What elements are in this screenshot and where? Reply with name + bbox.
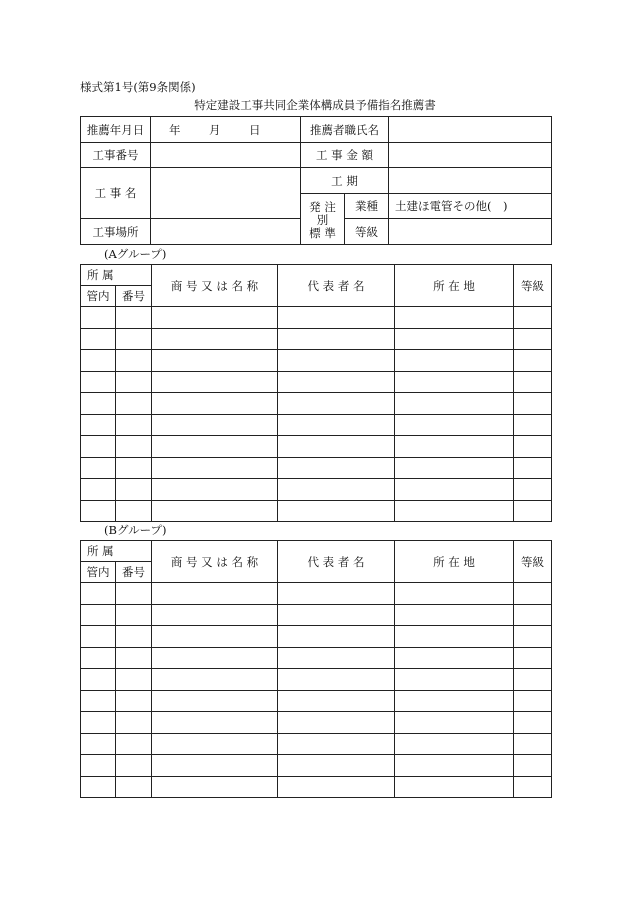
number-header: 番号 (116, 562, 152, 583)
business-name-cell[interactable] (152, 712, 278, 734)
jurisdiction-cell[interactable] (81, 776, 116, 798)
table-row (81, 583, 552, 605)
representative-cell[interactable] (278, 457, 395, 479)
jurisdiction-cell[interactable] (81, 307, 116, 329)
address-header: 所 在 地 (395, 541, 514, 583)
business-name-cell[interactable] (152, 307, 278, 329)
representative-cell[interactable] (278, 733, 395, 755)
representative-cell[interactable] (278, 604, 395, 626)
jurisdiction-cell[interactable] (81, 350, 116, 372)
table-row (81, 733, 552, 755)
representative-cell[interactable] (278, 350, 395, 372)
representative-cell[interactable] (278, 500, 395, 522)
table-row (81, 669, 552, 691)
table-row (81, 414, 552, 436)
grade-cell[interactable] (514, 350, 552, 372)
grade-cell[interactable] (514, 328, 552, 350)
project-number-field[interactable] (151, 143, 301, 168)
jurisdiction-cell[interactable] (81, 500, 116, 522)
table-row (81, 604, 552, 626)
business-name-cell[interactable] (152, 690, 278, 712)
address-cell[interactable] (395, 583, 514, 605)
number-header: 番号 (116, 286, 152, 307)
representative-cell[interactable] (278, 583, 395, 605)
address-cell[interactable] (395, 350, 514, 372)
business-name-cell[interactable] (152, 776, 278, 798)
recommender-field[interactable] (389, 117, 552, 143)
representative-cell[interactable] (278, 371, 395, 393)
address-cell[interactable] (395, 328, 514, 350)
number-cell[interactable] (116, 479, 152, 501)
project-name-label: 工 事 名 (81, 168, 151, 219)
affiliation-header (81, 541, 152, 562)
project-number-label: 工事番号 (81, 143, 151, 168)
table-row (81, 500, 552, 522)
grade-cell[interactable] (514, 669, 552, 691)
representative-cell[interactable] (278, 669, 395, 691)
grade-cell[interactable] (514, 690, 552, 712)
address-cell[interactable] (395, 755, 514, 777)
order-basis-label (301, 194, 345, 245)
table-row (81, 371, 552, 393)
jurisdiction-cell[interactable] (81, 733, 116, 755)
address-cell[interactable] (395, 604, 514, 626)
jurisdiction-cell[interactable] (81, 755, 116, 777)
table-row (81, 457, 552, 479)
address-cell[interactable] (395, 436, 514, 458)
business-name-cell[interactable] (152, 733, 278, 755)
business-name-cell[interactable] (152, 436, 278, 458)
jurisdiction-cell[interactable] (81, 690, 116, 712)
address-cell[interactable] (395, 669, 514, 691)
representative-header: 代 表 者 名 (278, 541, 395, 583)
number-cell[interactable] (116, 733, 152, 755)
address-cell[interactable] (395, 647, 514, 669)
number-cell[interactable] (116, 604, 152, 626)
month-label: 月 (209, 122, 221, 137)
representative-cell[interactable] (278, 393, 395, 415)
form-number: 様式第1号(第9条関係) (80, 80, 196, 94)
table-row (81, 776, 552, 798)
trade-type-field[interactable]: 土建ほ電管その他( ) (389, 194, 552, 219)
grade-label: 等級 (345, 219, 389, 245)
construction-period-field[interactable] (389, 168, 552, 194)
number-cell[interactable] (116, 583, 152, 605)
business-name-cell[interactable] (152, 755, 278, 777)
address-cell[interactable] (395, 371, 514, 393)
form-title: 特定建設工事共同企業体構成員予備指名推薦書 (194, 98, 436, 112)
grade-cell[interactable] (514, 604, 552, 626)
project-info-table (80, 116, 552, 245)
affiliation-header-text: 所 属 (87, 268, 114, 282)
grade-cell[interactable] (514, 626, 552, 648)
business-name-cell[interactable] (152, 583, 278, 605)
business-name-cell[interactable] (152, 647, 278, 669)
table-row (81, 479, 552, 501)
business-name-cell[interactable] (152, 479, 278, 501)
order-basis-line1: 発 注 (309, 199, 336, 214)
number-cell[interactable] (116, 776, 152, 798)
business-name-cell[interactable] (152, 457, 278, 479)
table-row (81, 755, 552, 777)
representative-cell[interactable] (278, 690, 395, 712)
representative-cell[interactable] (278, 712, 395, 734)
number-cell[interactable] (116, 328, 152, 350)
representative-cell[interactable] (278, 436, 395, 458)
business-name-cell[interactable] (152, 626, 278, 648)
table-row (81, 647, 552, 669)
grade-cell[interactable] (514, 733, 552, 755)
business-name-cell[interactable] (152, 414, 278, 436)
number-cell[interactable] (116, 669, 152, 691)
project-location-label: 工事場所 (81, 219, 151, 245)
representative-cell[interactable] (278, 647, 395, 669)
group-b-label: (Bグループ) (104, 523, 167, 537)
order-basis-line3: 標 準 (309, 225, 336, 240)
jurisdiction-cell[interactable] (81, 712, 116, 734)
address-cell[interactable] (395, 479, 514, 501)
business-name-header: 商 号 又 は 名 称 (152, 265, 278, 307)
recommendation-date-field[interactable] (151, 117, 301, 143)
representative-cell[interactable] (278, 776, 395, 798)
business-name-cell[interactable] (152, 604, 278, 626)
jurisdiction-cell[interactable] (81, 457, 116, 479)
jurisdiction-cell[interactable] (81, 669, 116, 691)
business-name-cell[interactable] (152, 669, 278, 691)
address-cell[interactable] (395, 307, 514, 329)
jurisdiction-header: 管内 (81, 562, 116, 583)
grade-cell[interactable] (514, 583, 552, 605)
address-cell[interactable] (395, 500, 514, 522)
jurisdiction-cell[interactable] (81, 626, 116, 648)
representative-cell[interactable] (278, 414, 395, 436)
jurisdiction-header: 管内 (81, 286, 116, 307)
table-row (81, 393, 552, 415)
address-header: 所 在 地 (395, 265, 514, 307)
order-basis-line2: 別 (316, 212, 329, 227)
project-name-field[interactable] (151, 168, 301, 219)
representative-cell[interactable] (278, 755, 395, 777)
table-row (81, 712, 552, 734)
business-name-cell[interactable] (152, 371, 278, 393)
group-a-table (80, 264, 552, 522)
jurisdiction-cell[interactable] (81, 583, 116, 605)
grade-cell[interactable] (514, 371, 552, 393)
address-cell[interactable] (395, 626, 514, 648)
jurisdiction-cell[interactable] (81, 328, 116, 350)
jurisdiction-cell[interactable] (81, 371, 116, 393)
grade-cell[interactable] (514, 393, 552, 415)
affiliation-header-text: 所 属 (87, 544, 114, 558)
jurisdiction-cell[interactable] (81, 436, 116, 458)
jurisdiction-cell[interactable] (81, 647, 116, 669)
jurisdiction-cell[interactable] (81, 604, 116, 626)
number-cell[interactable] (116, 393, 152, 415)
number-cell[interactable] (116, 457, 152, 479)
table-row (81, 350, 552, 372)
business-name-cell[interactable] (152, 393, 278, 415)
number-cell[interactable] (116, 690, 152, 712)
group-b-table (80, 540, 552, 798)
representative-header: 代 表 者 名 (278, 265, 395, 307)
construction-period-label: 工 期 (301, 168, 389, 194)
grade-cell[interactable] (514, 755, 552, 777)
project-amount-field[interactable] (389, 143, 552, 168)
representative-cell[interactable] (278, 626, 395, 648)
number-cell[interactable] (116, 500, 152, 522)
project-location-field[interactable] (151, 219, 301, 245)
grade-cell[interactable] (514, 307, 552, 329)
grade-cell[interactable] (514, 647, 552, 669)
jurisdiction-cell[interactable] (81, 414, 116, 436)
address-cell[interactable] (395, 712, 514, 734)
project-amount-label: 工 事 金 額 (301, 143, 389, 168)
representative-cell[interactable] (278, 307, 395, 329)
group-a-label: (Aグループ) (104, 247, 167, 261)
grade-header: 等級 (514, 265, 552, 307)
address-cell[interactable] (395, 414, 514, 436)
number-cell[interactable] (116, 647, 152, 669)
business-name-cell[interactable] (152, 328, 278, 350)
year-label: 年 (169, 122, 181, 137)
representative-cell[interactable] (278, 328, 395, 350)
table-row (81, 436, 552, 458)
jurisdiction-cell[interactable] (81, 393, 116, 415)
grade-cell[interactable] (514, 457, 552, 479)
number-cell[interactable] (116, 307, 152, 329)
table-row (81, 690, 552, 712)
table-row (81, 626, 552, 648)
number-cell[interactable] (116, 436, 152, 458)
address-cell[interactable] (395, 393, 514, 415)
address-cell[interactable] (395, 733, 514, 755)
number-cell[interactable] (116, 712, 152, 734)
address-cell[interactable] (395, 776, 514, 798)
business-name-cell[interactable] (152, 500, 278, 522)
number-cell[interactable] (116, 371, 152, 393)
number-cell[interactable] (116, 414, 152, 436)
grade-field[interactable] (389, 219, 552, 245)
number-cell[interactable] (116, 755, 152, 777)
table-row (81, 328, 552, 350)
recommendation-date-label: 推薦年月日 (81, 117, 151, 143)
grade-cell[interactable] (514, 479, 552, 501)
jurisdiction-cell[interactable] (81, 479, 116, 501)
grade-cell[interactable] (514, 436, 552, 458)
address-cell[interactable] (395, 457, 514, 479)
number-cell[interactable] (116, 350, 152, 372)
trade-type-label: 業種 (345, 194, 389, 219)
recommender-label: 推薦者職氏名 (301, 117, 389, 143)
grade-header: 等級 (514, 541, 552, 583)
number-cell[interactable] (116, 626, 152, 648)
address-cell[interactable] (395, 690, 514, 712)
grade-cell[interactable] (514, 414, 552, 436)
affiliation-header (81, 265, 152, 286)
grade-cell[interactable] (514, 776, 552, 798)
business-name-header: 商 号 又 は 名 称 (152, 541, 278, 583)
grade-cell[interactable] (514, 500, 552, 522)
business-name-cell[interactable] (152, 350, 278, 372)
representative-cell[interactable] (278, 479, 395, 501)
table-row (81, 307, 552, 329)
grade-cell[interactable] (514, 712, 552, 734)
day-label: 日 (249, 122, 261, 137)
